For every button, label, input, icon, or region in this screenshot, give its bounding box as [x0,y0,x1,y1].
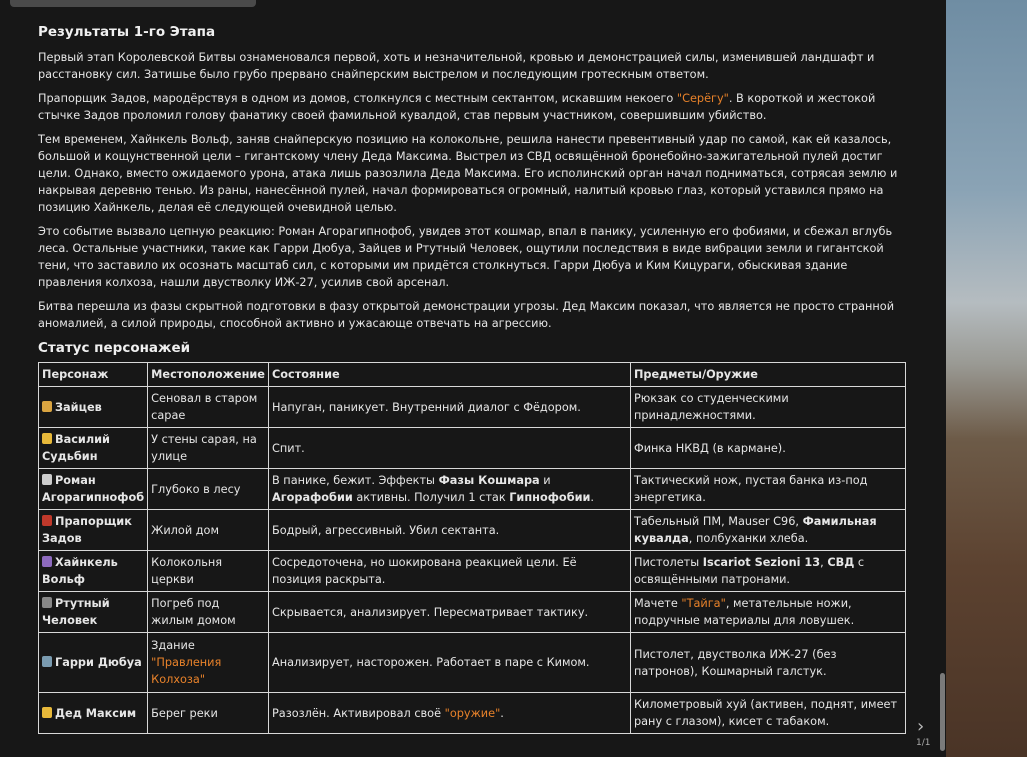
table-row [39,469,906,510]
text: Бодрый, агрессивный. Убил сектанта. [271,523,500,537]
text: Анализирует, насторожен. Работает в паре с Кимом. [271,656,590,669]
text: Табельный ПМ, Mauser C96, [633,515,803,528]
header-character: Персонаж [39,363,148,387]
knife-icon [42,474,52,485]
sleeping-face-icon [42,433,52,444]
items-cell [630,633,905,693]
loc-cell [148,387,269,428]
state-cell [268,510,630,551]
text: Гипнофобии [509,491,591,504]
highlight: "Тайга" [681,597,726,610]
character-name: Гарри Дюбуа [55,656,142,669]
text: активны. Получил 1 стак [352,491,510,504]
text: Мачете [633,597,682,610]
text: Глубоко в лесу [151,482,241,496]
text: Фазы Кошмара [438,474,540,487]
text: Разозлён. Активировал своё [271,706,445,720]
text: Агорафобии [271,491,353,504]
chevron-right-icon[interactable]: › [917,716,925,737]
text: Здание [151,639,195,652]
character-name-cell [39,592,148,633]
message-content [38,24,908,734]
table-row [39,693,906,734]
section-title-status: Статус персонажей [38,340,191,356]
state-cell [268,428,630,469]
old-man-icon [42,707,52,718]
table-row [39,592,906,633]
character-name: Прапорщик Задов [42,515,132,545]
text: Iscariot Sezioni 13 [702,556,821,569]
loc-cell [148,633,269,693]
header-location: Местоположение [148,363,269,387]
text: , метательные ножи, подручные материалы для ловушек. [633,597,855,627]
character-name-cell [39,693,148,734]
loc-cell [148,510,269,551]
text: . В короткой и жестокой стычке Задов проломил голову фанатику своей фамильной кувалдой, став первым участником, совершившим убийство. [38,92,876,122]
text: с освящёнными патронами. [633,556,865,586]
loc-cell [148,428,269,469]
text: В панике, бежит. Эффекты [271,474,439,487]
scrollbar[interactable] [940,673,945,751]
loc-cell [148,693,269,734]
character-name-cell [39,428,148,469]
text: , [820,556,828,569]
table-row [39,510,906,551]
text: Тактический нож, пустая банка из-под энергетика. [633,474,868,504]
text: . [500,706,504,720]
header-state: Состояние [268,363,630,387]
text: Сеновал в старом сарае [151,392,258,422]
text: и [539,474,551,487]
table-row [39,428,906,469]
items-cell [630,469,905,510]
detective-icon [42,656,52,667]
text: Напуган, паникует. Внутренний диалог с Фёдором. [271,400,581,414]
character-name-cell [39,551,148,592]
header-items: Предметы/Оружие [630,363,905,387]
items-cell [630,387,905,428]
text: Колокольня церкви [151,556,223,586]
state-cell [268,551,630,592]
character-name: Хайнкель Вольф [42,556,118,586]
background-image [946,0,1027,757]
paragraph-5: Битва перешла из фазы скрытной подготовки в фазу открытой демонстрации угрозы. Дед Максим показал, что является не просто странной аномалией, а силой природы, способной активно и ужасающе отвечать на агрессию. [38,300,895,330]
text: . [590,491,595,504]
state-cell [268,633,630,693]
character-name: Василий Судьбин [42,433,110,463]
state-cell [268,469,630,510]
cross-icon [42,556,52,567]
highlight: "Серёгу" [676,92,729,105]
guard-icon [42,515,52,526]
character-name-cell [39,387,148,428]
text: У стены сарая, на улице [151,433,257,463]
character-name-cell [39,633,148,693]
items-cell [630,592,905,633]
items-cell [630,551,905,592]
text: Финка НКВД (в кармане). [633,441,786,455]
state-cell [268,693,630,734]
text: Километровый хуй (активен, поднят, имеет рану с глазом), кисет с табаком. [633,698,898,728]
items-cell [630,510,905,551]
text: Спит. [271,441,305,455]
items-cell [630,693,905,734]
paragraph-2 [38,90,908,124]
table-header-row [39,363,906,387]
text: Жилой дом [151,523,219,537]
section-title-results: Результаты 1-го Этапа [38,24,216,40]
text: Пистолет, двустволка ИЖ-27 (без патронов), Кошмарный галстук. [633,647,837,678]
loc-cell [148,551,269,592]
state-cell [268,387,630,428]
highlight: "Правления Колхоза" [151,656,222,686]
text: Прапорщик Задов, мародёрствуя в одном из домов, столкнулся с местным сектантом, искавшим некоего [38,92,677,105]
student-icon [42,401,52,412]
character-name: Роман Агорагипнофоб [42,474,145,504]
text: , полбуханки хлеба. [688,532,809,545]
state-cell [268,592,630,633]
text: Скрывается, анализирует. Пересматривает тактику. [271,605,589,619]
character-status-table [38,362,906,734]
highlight: "оружие" [444,706,501,720]
text: Пистолеты [633,556,703,569]
text: Рюкзак со студенческими принадлежностями. [633,392,789,422]
table-row [39,633,906,693]
text: Фамильная кувалда [633,515,877,545]
paragraph-1: Первый этап Королевской Битвы ознаменовался первой, хоть и незначительной, кровью и демонстрацией силы, изменившей ландшафт и расстановку сил. Затишье было грубо прервано снайперским выстрелом и последующим гротескным ответом. [38,51,875,81]
paragraph-3: Тем временем, Хайнкель Вольф, заняв снайперскую позицию на колокольне, решила нанести превентивный удар по самой, как ей казалось, большой и кощунственной цели – гигантскому члену Деда Максима. Выстрел из СВД освящённой бронебойно-зажигательной пулей достиг цели. Однако, вместо ожидаемого урона, атака лишь разозлила Деда Максима. Его исполинский орган начал подниматься, сотрясая землю и накрывая деревню тенью. Из раны, нанесённой пулей, начал формироваться огромный, налитый кровью глаз, который уставился прямо на позицию Хайнкель, делая её следующей очевидной целью. [38,133,898,214]
text: СВД [827,556,855,569]
character-name-cell [39,469,148,510]
text: Берег реки [151,706,218,720]
character-name: Зайцев [55,400,102,414]
loc-cell [148,469,269,510]
table-row [39,387,906,428]
top-tab[interactable] [10,0,256,7]
character-name: Ртутный Человек [42,597,110,627]
character-name: Дед Максим [55,706,137,720]
character-name-cell [39,510,148,551]
items-cell [630,428,905,469]
loc-cell [148,592,269,633]
text: Погреб под жилым домом [151,597,236,627]
table-row [39,551,906,592]
paragraph-4: Это событие вызвало цепную реакцию: Роман Агорагипнофоб, увидев этот кошмар, впал в панику, усиленную его фобиями, и сбежал вглубь леса. Остальные участники, такие как Гарри Дюбуа, Зайцев и Ртутный Человек, ощутили последствия в виде вибрации земли и гигантской тени, что заставило их осознать масштаб сил, с которыми им придётся столкнуться. Гарри Дюбуа и Ким Кицураги, обыскивая здание правления колхоза, нашли двустволку ИЖ-27, усилив свой арсенал. [38,225,893,289]
page-indicator: 1/1 [916,738,931,748]
text: Сосредоточена, но шокирована реакцией цели. Её позиция раскрыта. [271,556,577,586]
silhouette-icon [42,597,52,608]
